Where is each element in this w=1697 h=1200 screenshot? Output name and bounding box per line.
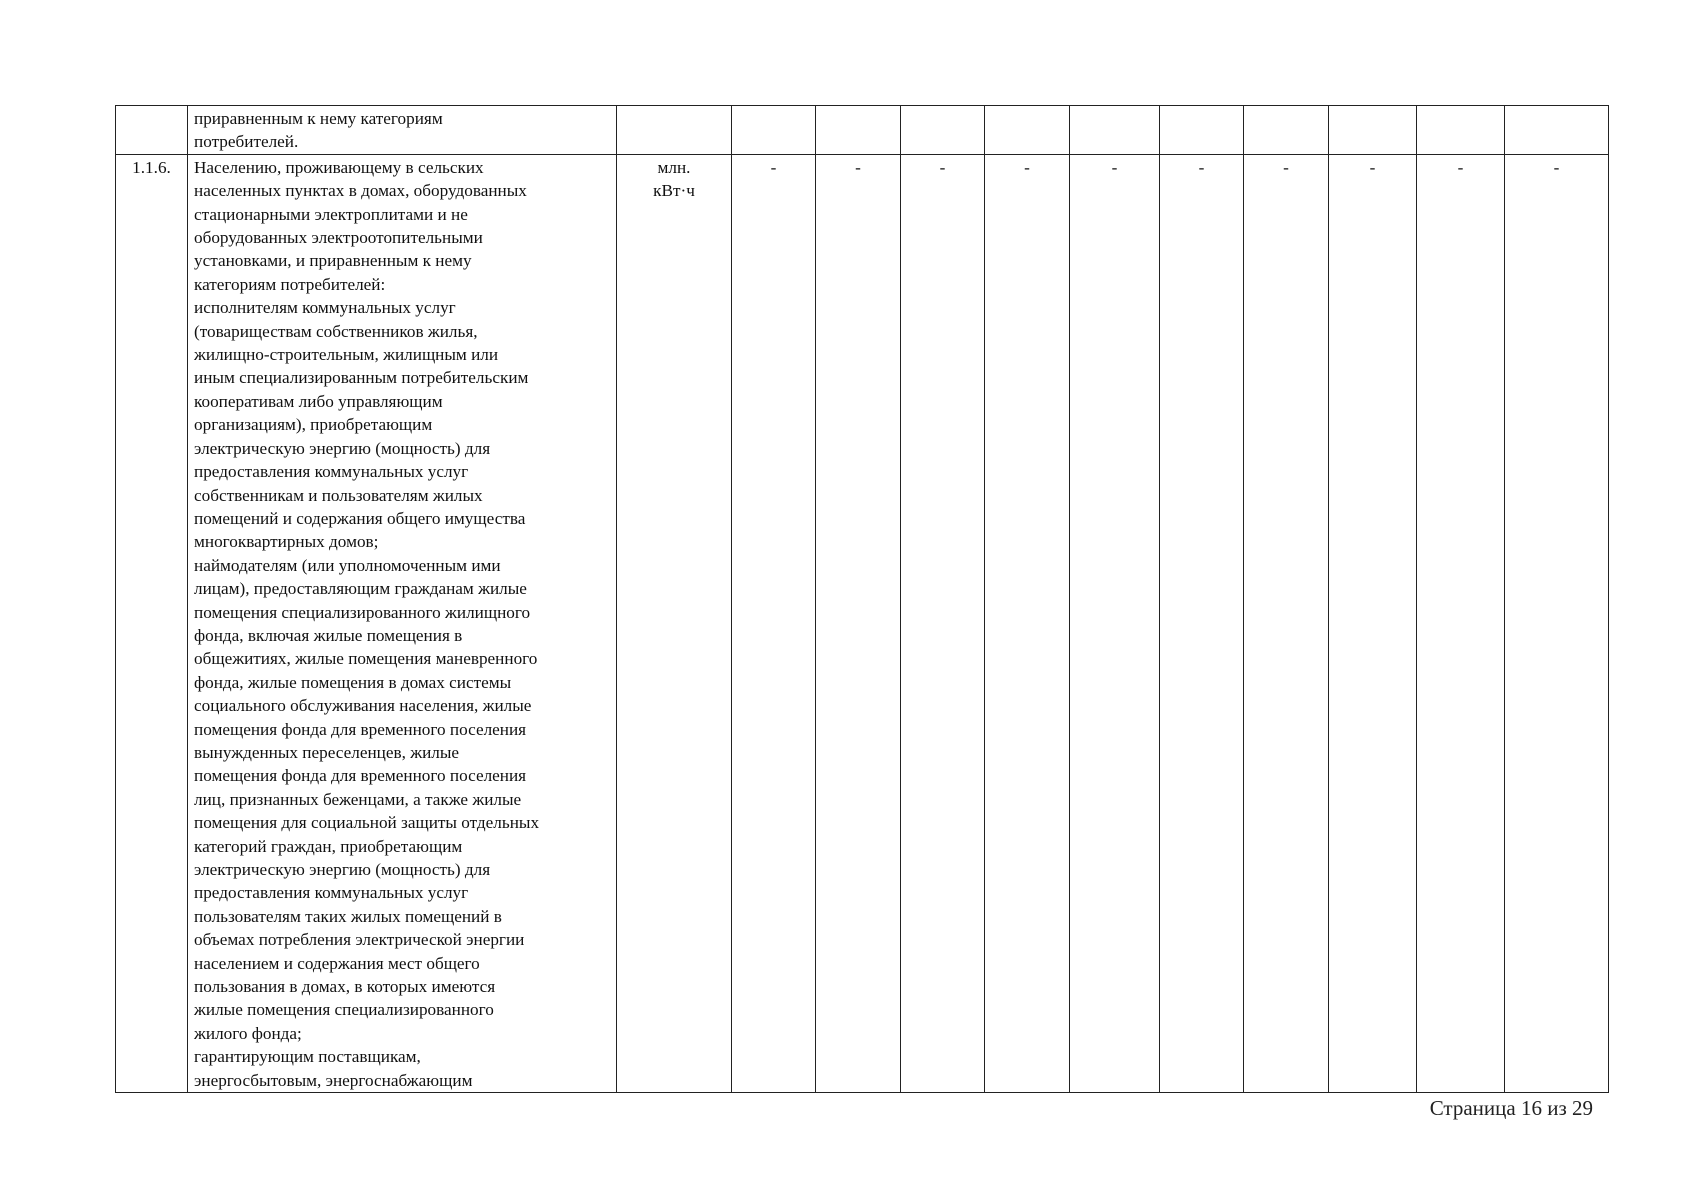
text-line: жилого фонда; (194, 1023, 302, 1043)
text-line: электрическую энергию (мощность) для (194, 860, 491, 879)
text-line: стационарными электроплитами и не (194, 204, 468, 224)
row-description-cell (188, 154, 617, 1092)
value-cell (985, 106, 1070, 155)
text-line: энергосбытовым, энергоснабжающим (194, 1070, 473, 1090)
text-line: помещения для социальной защиты отдельных (194, 813, 540, 833)
text-line: объемах потребления электрической энергии (194, 930, 525, 950)
text-line: общежитиях, жилые помещения маневренного (194, 649, 538, 669)
text-line: собственникам и пользователям жилых (194, 485, 483, 505)
text-line: населенных пунктах в домах, оборудованных (194, 181, 527, 201)
text-line: категорий граждан, приобретающим (194, 836, 463, 856)
value-cell (1329, 106, 1417, 155)
text-line: помещения фонда для временного поселения (194, 766, 527, 786)
text-line: многоквартирных домов; (194, 532, 379, 552)
text-line: пользования в домах, в которых имеются (194, 977, 496, 997)
text-line: жилые помещения специализированного (194, 1000, 494, 1020)
text-line: электрическую энергию (мощность) для (194, 438, 491, 458)
text-line: установками, и приравненным к нему (194, 251, 472, 271)
table-row-1-1-6 (116, 154, 1609, 1092)
table-row-continued (116, 106, 1609, 155)
text-line: фонда, включая жилые помещения в (194, 625, 463, 645)
text-line: оборудованных электроотопительными (194, 228, 483, 248)
text-line: лиц, признанных беженцами, а также жилые (194, 789, 522, 809)
text-line: гарантирующим поставщикам, (194, 1047, 421, 1067)
text-line: исполнителям коммунальных услуг (194, 298, 456, 318)
value-cell (1244, 106, 1329, 155)
text-line: кВт·ч (653, 181, 695, 201)
text-line: категориям потребителей: (194, 274, 386, 294)
text-line: лицам), предоставляющим гражданам жилые (194, 579, 527, 599)
data-table (115, 105, 1609, 1093)
row-unit-cell (617, 106, 732, 155)
value-cell: - (1244, 154, 1329, 1092)
value-cell (1417, 106, 1505, 155)
text-line: млн. (657, 157, 691, 177)
value-cell: - (901, 154, 985, 1092)
value-cell (901, 106, 985, 155)
text-line: пользователям таких жилых помещений в (194, 906, 502, 926)
text-line: Населению, проживающему в сельских (194, 157, 484, 177)
text-line: помещения фонда для временного поселения (194, 719, 527, 739)
value-cell: - (1070, 154, 1160, 1092)
value-cell: - (1505, 154, 1609, 1092)
page-number: Страница 16 из 29 (1429, 1096, 1593, 1120)
value-cell (1070, 106, 1160, 155)
text-line: потребителей. (194, 132, 299, 152)
text-line: фонда, жилые помещения в домах системы (194, 672, 512, 692)
text-line: вынужденных переселенцев, жилые (194, 742, 460, 762)
text-line: социального обслуживания населения, жилые (194, 696, 532, 716)
row-number-cell: 1.1.6. (116, 154, 188, 1092)
value-cell (816, 106, 901, 155)
text-line: населением и содержания мест общего (194, 953, 480, 973)
value-cell: - (732, 154, 816, 1092)
row-unit-cell (617, 154, 732, 1092)
row-number-cell (116, 106, 188, 155)
value-cell (1160, 106, 1244, 155)
text-line: предоставления коммунальных услуг (194, 462, 469, 482)
text-line: организациям), приобретающим (194, 415, 433, 435)
text-line: жилищно-строительным, жилищным или (194, 345, 499, 365)
text-line: помещений и содержания общего имущества (194, 508, 526, 528)
text-line: кооперативам либо управляющим (194, 391, 443, 411)
row-description-cell (188, 106, 617, 155)
text-line: иным специализированным потребительским (194, 368, 529, 388)
value-cell: - (985, 154, 1070, 1092)
value-cell: - (1329, 154, 1417, 1092)
value-cell: - (816, 154, 901, 1092)
value-cell: - (1160, 154, 1244, 1092)
value-cell (1505, 106, 1609, 155)
value-cell: - (1417, 154, 1505, 1092)
text-line: предоставления коммунальных услуг (194, 883, 469, 903)
text-line: наймодателям (или уполномоченным ими (194, 555, 501, 575)
text-line: (товариществам собственников жилья, (194, 321, 478, 341)
text-line: помещения специализированного жилищного (194, 602, 531, 622)
text-line: приравненным к нему категориям (194, 109, 443, 128)
value-cell (732, 106, 816, 155)
